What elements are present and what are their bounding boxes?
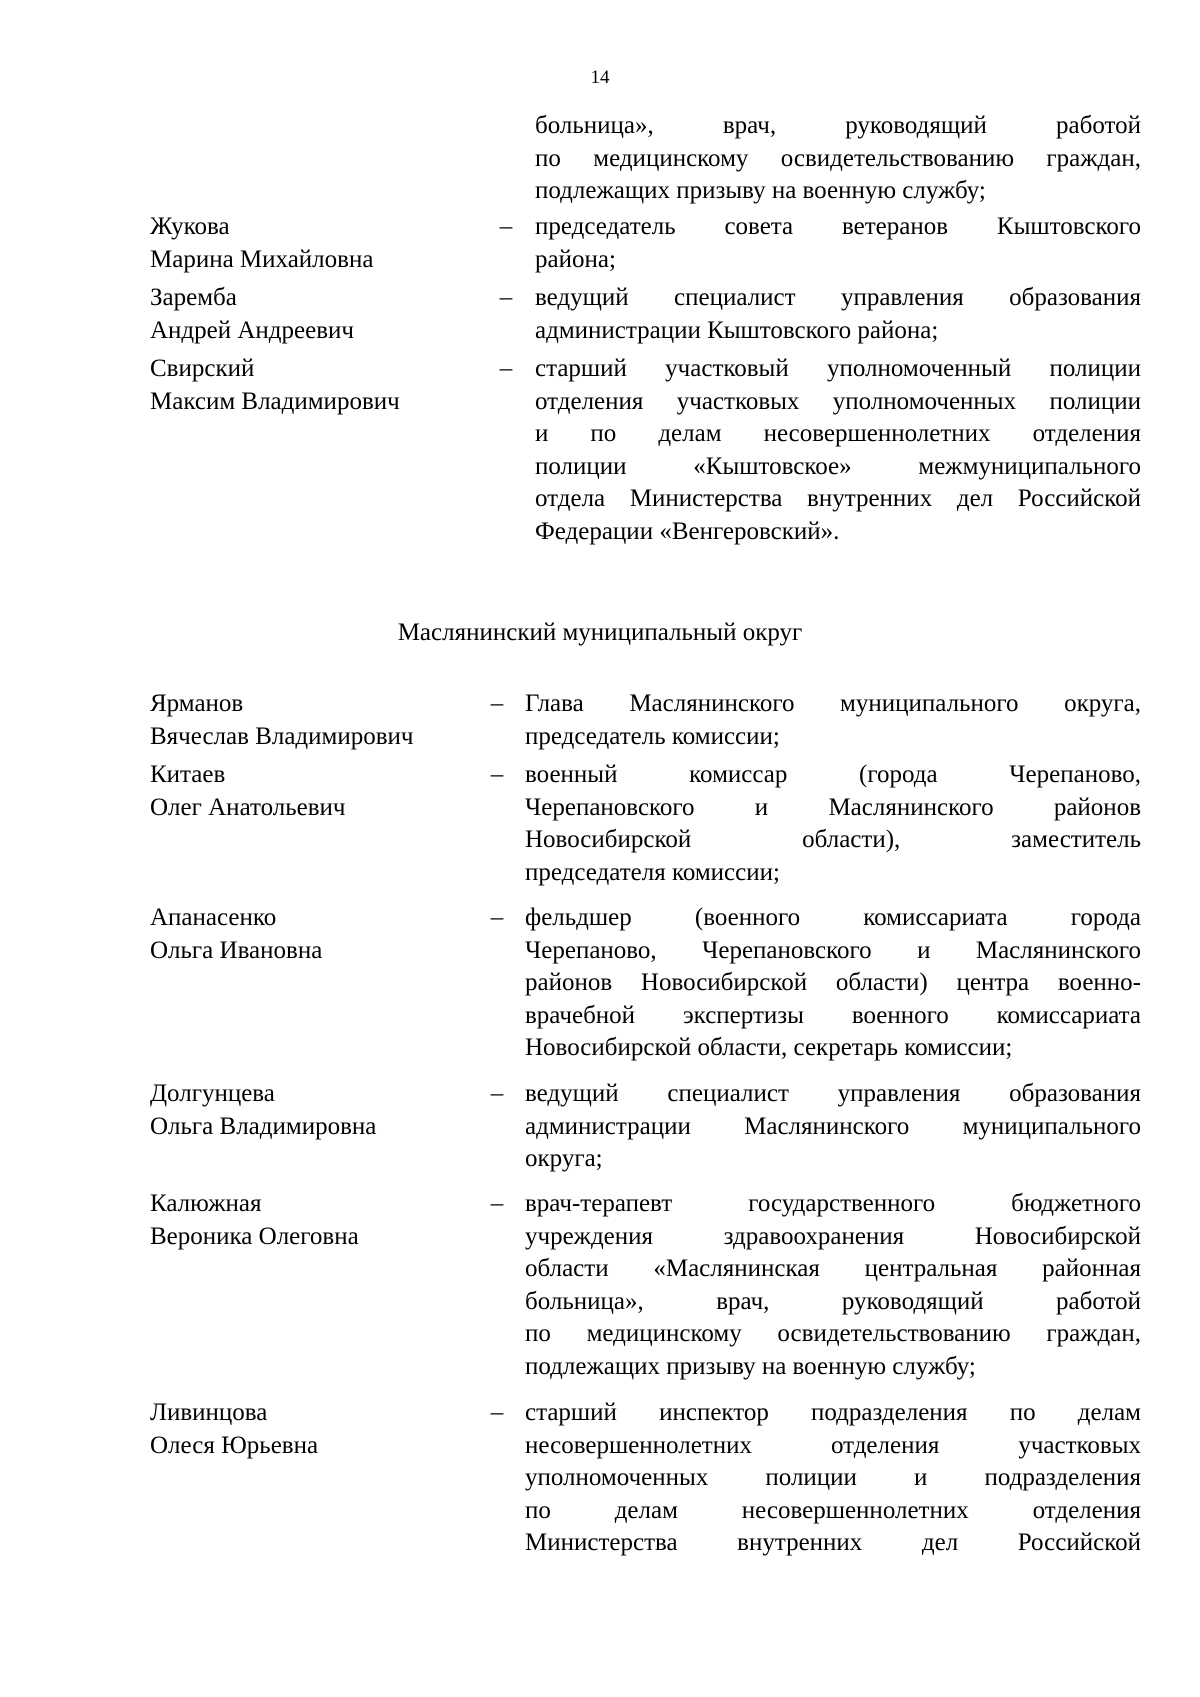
dash-separator: –: [490, 1190, 504, 1217]
member-given-name: Ольга Ивановна: [150, 936, 323, 964]
description-line: по медицинскому освидетельствованию граждан,: [535, 144, 1141, 172]
description-line: старший инспектор подразделения по делам: [525, 1399, 1141, 1426]
member-given-name: Вячеслав Владимирович: [150, 722, 414, 750]
description-line: области «Маслянинская центральная районная: [525, 1255, 1141, 1283]
member-name: [150, 353, 480, 418]
description-line: врач-терапевт государственного бюджетного: [525, 1190, 1141, 1217]
dash-separator: –: [490, 761, 504, 788]
member-description: [525, 759, 1141, 889]
member-given-name: Марина Михайловна: [150, 245, 374, 273]
member-name: [150, 1397, 480, 1462]
description-line: несовершеннолетних отделения участковых: [525, 1431, 1141, 1459]
member-description: [525, 688, 1141, 753]
description-line: ведущий специалист управления образования: [535, 284, 1141, 311]
dash-separator: –: [490, 1399, 504, 1426]
description-line: уполномоченных полиции и подразделения: [525, 1464, 1141, 1492]
description-line: Министерства внутренних дел Российской: [525, 1529, 1141, 1557]
description-line: учреждения здравоохранения Новосибирской: [525, 1222, 1141, 1250]
member-description: [525, 1078, 1141, 1176]
member-given-name: Максим Владимирович: [150, 387, 400, 415]
member-given-name: Олег Анатольевич: [150, 793, 346, 821]
description-line: подлежащих призыву на военную службу;: [525, 1352, 976, 1380]
member-description: [535, 211, 1141, 276]
description-line: районов Новосибирской области) центра военно-: [525, 969, 1141, 997]
description-line: округа;: [525, 1145, 603, 1173]
description-line: больница», врач, руководящий работой: [525, 1287, 1141, 1315]
member-given-name: Олеся Юрьевна: [150, 1431, 319, 1459]
member-surname: Калюжная: [150, 1190, 262, 1217]
member-description: [535, 110, 1141, 208]
member-name: [150, 1078, 480, 1143]
member-given-name: Андрей Андреевич: [150, 316, 354, 344]
description-line: отделения участковых уполномоченных полиции: [535, 387, 1141, 415]
description-line: Новосибирской области), заместитель: [525, 826, 1141, 854]
description-line: председателя комиссии;: [525, 858, 780, 886]
member-surname: Ливинцова: [150, 1399, 268, 1426]
member-name: [150, 902, 480, 967]
description-line: по медицинскому освидетельствованию граждан,: [525, 1320, 1141, 1348]
member-given-name: Ольга Владимировна: [150, 1112, 377, 1140]
member-surname: Китаев: [150, 761, 226, 788]
member-description: [525, 1188, 1141, 1384]
member-description: [535, 353, 1141, 549]
description-line: больница», врач, руководящий работой: [535, 112, 1141, 139]
member-surname: Заремба: [150, 284, 237, 311]
description-line: Федерации «Венгеровский».: [535, 517, 840, 545]
description-line: отдела Министерства внутренних дел Российской: [535, 485, 1141, 513]
description-line: администрации Маслянинского муниципального: [525, 1112, 1141, 1140]
description-line: Черепановского и Маслянинского районов: [525, 793, 1141, 821]
description-line: Черепаново, Черепановского и Маслянинского: [525, 936, 1141, 964]
dash-separator: –: [499, 213, 513, 240]
description-line: старший участковый уполномоченный полиции: [535, 355, 1141, 382]
description-line: Глава Маслянинского муниципального округа,: [525, 690, 1141, 717]
description-line: фельдшер (военного комиссариата города: [525, 904, 1141, 931]
member-surname: Апанасенко: [150, 904, 277, 931]
dash-separator: –: [499, 355, 513, 382]
member-description: [535, 282, 1141, 347]
member-surname: Свирский: [150, 355, 255, 382]
description-line: председатель совета ветеранов Кыштовского: [535, 213, 1141, 240]
member-surname: Ярманов: [150, 690, 244, 717]
member-name: [150, 282, 480, 347]
section-heading: Маслянинский муниципальный округ: [397, 619, 803, 646]
description-line: района;: [535, 245, 616, 273]
description-line: военный комиссар (города Черепаново,: [525, 761, 1141, 788]
description-line: врачебной экспертизы военного комиссариата: [525, 1001, 1141, 1029]
page-number: 14: [590, 67, 610, 88]
member-description: [525, 902, 1141, 1065]
dash-separator: –: [490, 1080, 504, 1107]
description-line: полиции «Кыштовское» межмуниципального: [535, 452, 1141, 480]
dash-separator: –: [490, 690, 504, 717]
member-name: [150, 1188, 480, 1253]
description-line: подлежащих призыву на военную службу;: [535, 177, 986, 205]
member-name: [150, 211, 480, 276]
dash-separator: –: [499, 284, 513, 311]
member-description: [525, 1397, 1141, 1560]
description-line: администрации Кыштовского района;: [535, 316, 939, 344]
description-line: и по делам несовершеннолетних отделения: [535, 420, 1141, 448]
description-line: Новосибирской области, секретарь комиссии;: [525, 1034, 1013, 1062]
member-surname: Долгунцева: [150, 1080, 275, 1107]
member-surname: Жукова: [150, 213, 230, 240]
description-line: ведущий специалист управления образования: [525, 1080, 1141, 1107]
member-given-name: Вероника Олеговна: [150, 1222, 359, 1250]
dash-separator: –: [490, 904, 504, 931]
description-line: по делам несовершеннолетних отделения: [525, 1496, 1141, 1524]
member-name: [150, 688, 480, 753]
member-name: [150, 759, 480, 824]
description-line: председатель комиссии;: [525, 722, 780, 750]
